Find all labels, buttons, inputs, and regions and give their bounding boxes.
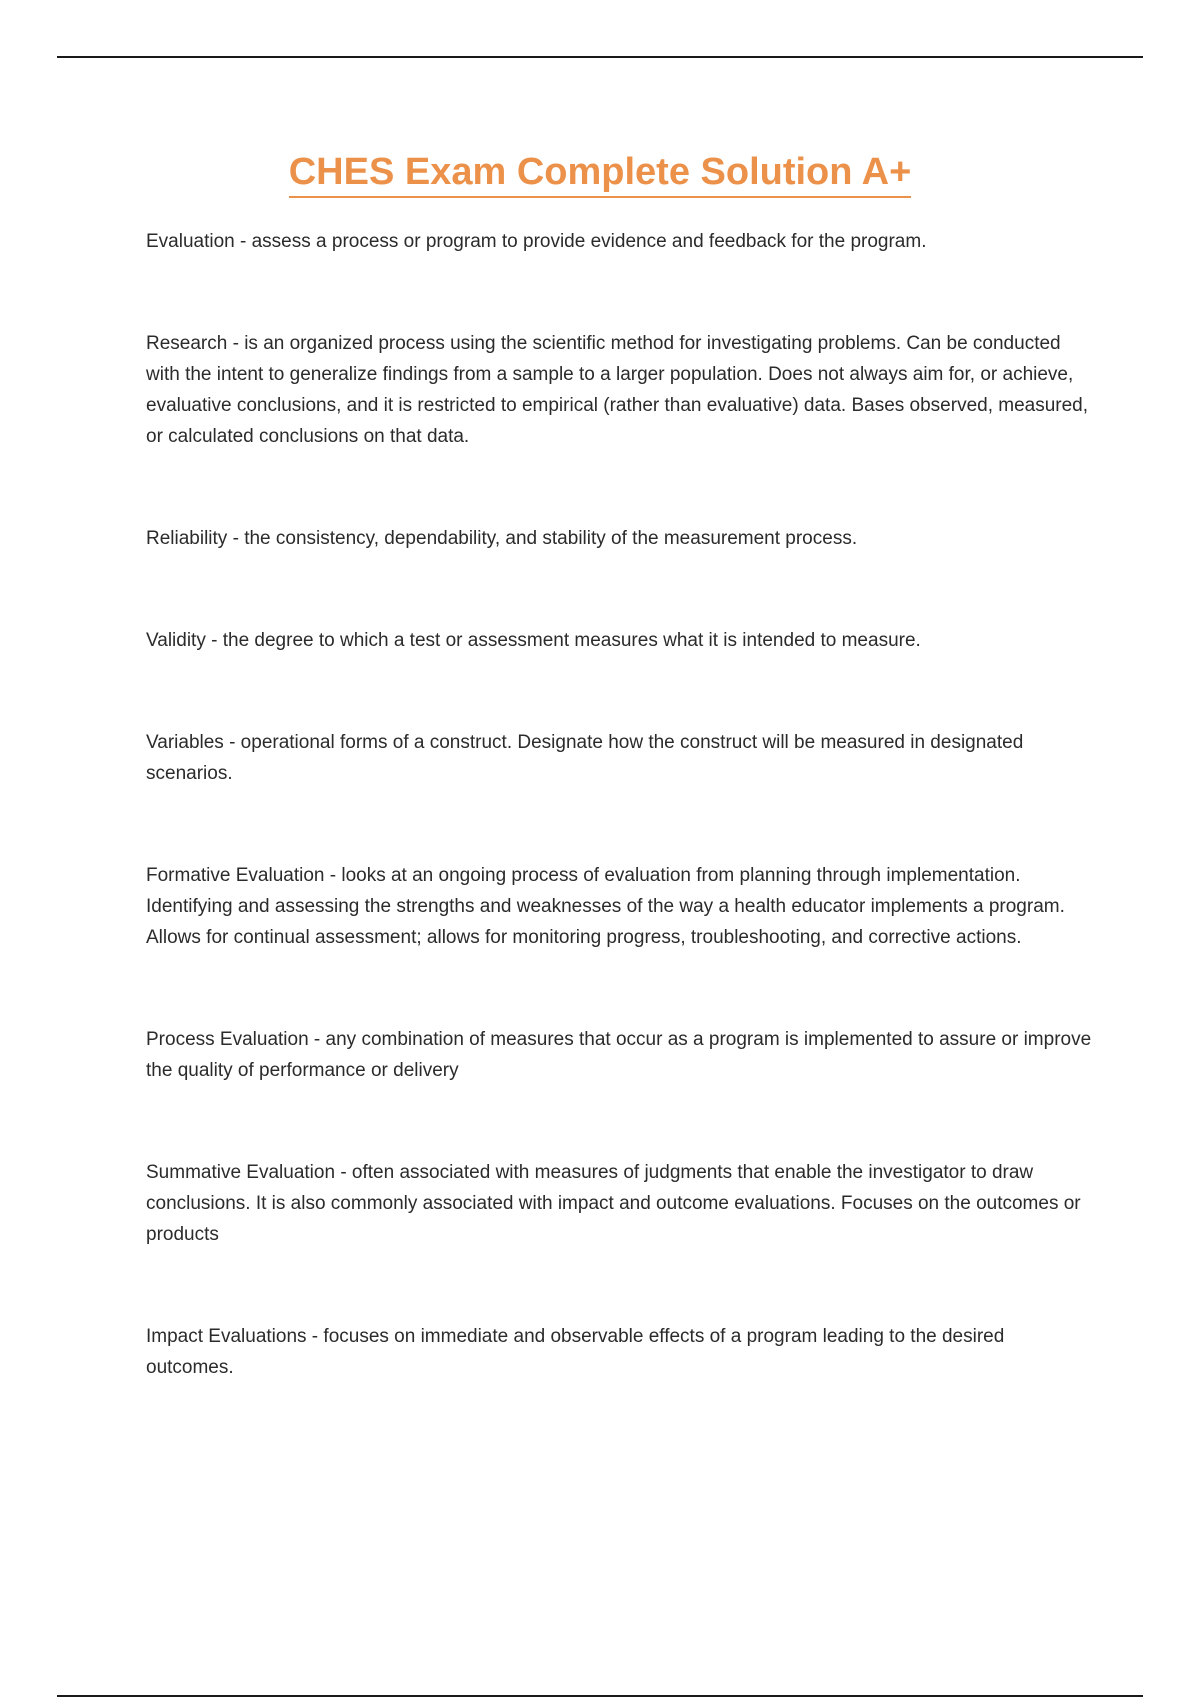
definition-summative-evaluation: Summative Evaluation - often associated with measures of judgments that enable the investigator to draw conclusions. It is also commonly associated with impact and outcome evaluations. Focuses on the outcomes or products <box>146 1162 1081 1245</box>
definition-validity: Validity - the degree to which a test or assessment measures what it is intended to measure. <box>146 630 921 651</box>
footer-rule <box>57 1695 1143 1697</box>
definition-reliability: Reliability - the consistency, dependability, and stability of the measurement process. <box>146 528 858 549</box>
definition-research: Research - is an organized process using the scientific method for investigating problems. Can be conducted with the intent to generalize findings from a sample to a larger population. Does not always aim for, or achieve, evaluative conclusions, and it is restricted to empirical (rather than evaluative) data. Bases observed, measured, or calculated conclusions on that data. <box>146 333 1089 447</box>
definition-list <box>146 226 1096 1383</box>
page-title: CHES Exam Complete Solution A+ <box>289 148 912 198</box>
header-rule <box>57 56 1143 58</box>
definition-impact-evaluations: Impact Evaluations - focuses on immediate and observable effects of a program leading to the desired outcomes. <box>146 1326 1005 1378</box>
definition-process-evaluation: Process Evaluation - any combination of measures that occur as a program is implemented to assure or improve the quality of performance or delivery <box>146 1029 1092 1081</box>
definition-evaluation: Evaluation - assess a process or program to provide evidence and feedback for the program. <box>146 231 927 252</box>
definition-variables: Variables - operational forms of a construct. Designate how the construct will be measured in designated scenarios. <box>146 732 1024 784</box>
title-container <box>0 148 1200 198</box>
definition-formative-evaluation: Formative Evaluation - looks at an ongoing process of evaluation from planning through implementation. Identifying and assessing the strengths and weaknesses of the way a health educator implements a program. Allows for continual assessment; allows for monitoring progress, troubleshooting, and corrective actions. <box>146 865 1065 948</box>
